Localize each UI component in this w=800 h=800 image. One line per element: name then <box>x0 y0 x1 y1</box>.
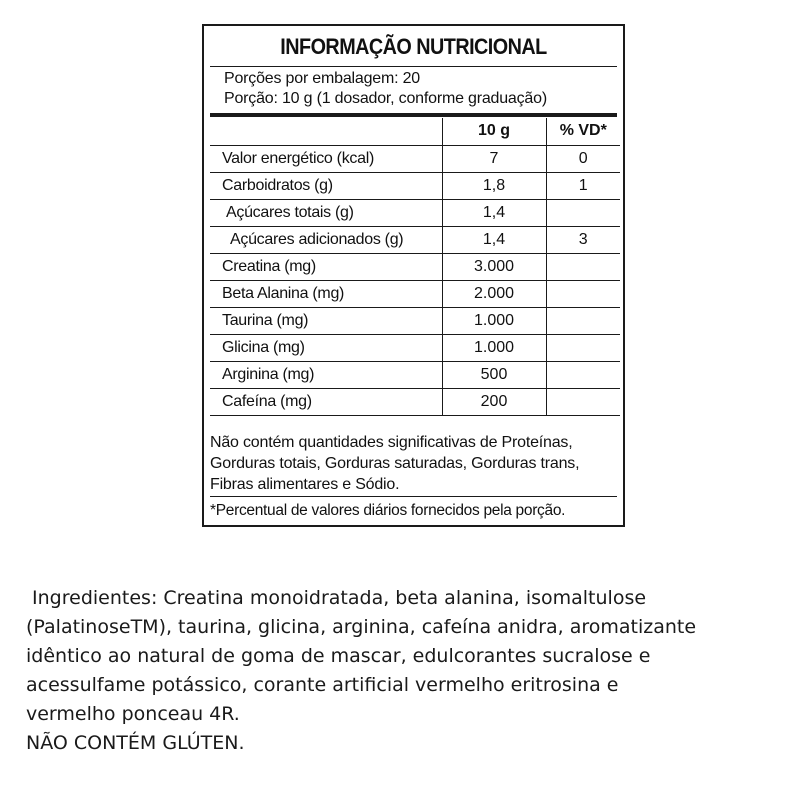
not-significant-note <box>210 432 620 495</box>
nutrient-name: Açúcares totais (g) <box>210 199 442 226</box>
table-row <box>210 334 620 361</box>
nutrient-amount: 3.000 <box>442 253 546 280</box>
nutrient-name: Glicina (mg) <box>210 334 442 361</box>
nutrient-name: Arginina (mg) <box>210 361 442 388</box>
table-row <box>210 145 620 172</box>
nutrient-amount: 200 <box>442 388 546 415</box>
nutrient-amount: 1,8 <box>442 172 546 199</box>
nutrient-amount: 1.000 <box>442 307 546 334</box>
table-row <box>210 361 620 388</box>
table-header-row <box>210 118 620 145</box>
nutrient-name: Cafeína (mg) <box>210 388 442 415</box>
note-line: Não contém quantidades significativas de Proteínas, <box>210 434 573 451</box>
gluten-statement: NÃO CONTÉM GLÚTEN. <box>26 732 245 754</box>
nutrient-amount: 2.000 <box>442 280 546 307</box>
nutrient-name: Valor energético (kcal) <box>210 145 442 172</box>
nutrient-dv <box>546 307 620 334</box>
nutrient-name: Taurina (mg) <box>210 307 442 334</box>
ingredients-block <box>26 584 766 758</box>
nutrient-dv <box>546 334 620 361</box>
nutrient-amount: 500 <box>442 361 546 388</box>
nutrient-name: Creatina (mg) <box>210 253 442 280</box>
nutrient-name: Carboidratos (g) <box>210 172 442 199</box>
nutrient-name: Beta Alanina (mg) <box>210 280 442 307</box>
nutrient-name: Açúcares adicionados (g) <box>210 226 442 253</box>
note-line: Fibras alimentares e Sódio. <box>210 476 400 493</box>
nutrition-facts-label <box>202 24 625 527</box>
daily-value-footnote: *Percentual de valores diários fornecidos pela porção. <box>210 502 566 519</box>
serving-size: Porção: 10 g (1 dosador, conforme graduação) <box>224 90 547 107</box>
nutrient-amount: 1,4 <box>442 226 546 253</box>
nutrient-dv: 0 <box>546 145 620 172</box>
title-divider <box>210 66 617 67</box>
ingredients-line: vermelho ponceau 4R. <box>26 703 240 725</box>
nutrient-dv: 1 <box>546 172 620 199</box>
table-row <box>210 307 620 334</box>
ingredients-line: (PalatinoseTM), taurina, glicina, arginina, cafeína anidra, aromatizante <box>26 616 697 638</box>
nutrient-dv <box>546 253 620 280</box>
table-row <box>210 253 620 280</box>
nutrient-dv <box>546 280 620 307</box>
serving-divider <box>210 113 617 117</box>
table-row <box>210 280 620 307</box>
header-daily-value: % VD* <box>546 118 620 145</box>
table-row <box>210 226 620 253</box>
nutrient-amount: 7 <box>442 145 546 172</box>
servings-per-package: Porções por embalagem: 20 <box>224 70 421 87</box>
nutrient-dv <box>546 388 620 415</box>
nutrient-dv <box>546 361 620 388</box>
ingredients-line: Ingredientes: Creatina monoidratada, beta alanina, isomaltulose <box>26 587 647 609</box>
header-blank <box>210 118 442 145</box>
nutrient-dv <box>546 199 620 226</box>
ingredients-line: acessulfame potássico, corante artificial vermelho eritrosina e <box>26 674 619 696</box>
table-row <box>210 199 620 226</box>
ingredients-line: idêntico ao natural de goma de mascar, edulcorantes sucralose e <box>26 645 651 667</box>
nutrient-dv: 3 <box>546 226 620 253</box>
nutrition-table <box>210 118 620 416</box>
label-title: INFORMAÇÃO NUTRICIONAL <box>280 34 547 59</box>
header-amount: 10 g <box>442 118 546 145</box>
table-row <box>210 388 620 415</box>
nutrient-amount: 1.000 <box>442 334 546 361</box>
nutrient-amount: 1,4 <box>442 199 546 226</box>
note-line: Gorduras totais, Gorduras saturadas, Gorduras trans, <box>210 455 580 472</box>
footnote-divider <box>210 496 617 497</box>
table-row <box>210 172 620 199</box>
